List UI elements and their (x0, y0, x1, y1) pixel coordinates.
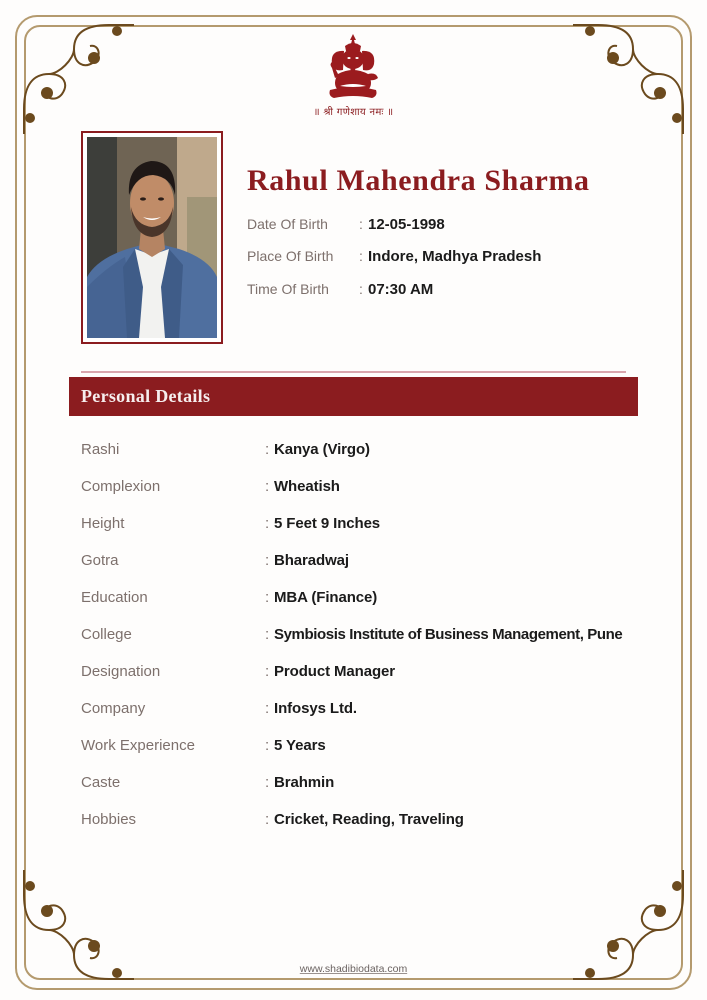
separator-colon: : (265, 515, 270, 532)
ganesha-icon (324, 34, 382, 100)
detail-label: Company (81, 700, 146, 717)
portrait-photo (87, 137, 217, 338)
separator-colon: : (265, 663, 270, 680)
separator-colon: : (359, 216, 363, 232)
separator-colon: : (265, 811, 270, 828)
birth-value: Indore, Madhya Pradesh (368, 247, 542, 265)
birth-label: Date Of Birth (247, 216, 328, 232)
detail-value: Bharadwaj (274, 552, 349, 569)
birth-value: 12-05-1998 (368, 215, 445, 233)
detail-label: Hobbies (81, 811, 137, 828)
detail-label: Height (81, 515, 125, 532)
website-link[interactable]: www.shadibiodata.com (299, 963, 408, 975)
detail-label: Complexion (81, 478, 161, 495)
birth-row-date (247, 214, 445, 234)
birth-row-place (247, 246, 541, 266)
separator-colon: : (265, 774, 270, 791)
separator-colon: : (265, 700, 270, 717)
detail-label: Work Experience (81, 737, 195, 754)
birth-value: 07:30 AM (368, 280, 434, 298)
separator-colon: : (265, 626, 270, 643)
separator-colon: : (265, 737, 270, 754)
footer (0, 963, 707, 975)
separator-colon: : (265, 441, 270, 458)
ganesha-mantra: ॥ श्री गणेशाय नमः ॥ (313, 107, 394, 118)
personal-details-list (81, 431, 641, 838)
separator-colon: : (265, 589, 270, 606)
detail-row-designation (81, 653, 641, 690)
birth-label: Place Of Birth (247, 248, 334, 264)
detail-value: 5 Years (274, 737, 326, 754)
detail-row-college (81, 616, 641, 653)
separator-colon: : (359, 281, 363, 297)
detail-value: Kanya (Virgo) (274, 441, 370, 458)
detail-label: Rashi (81, 441, 120, 458)
birth-row-time (247, 279, 433, 299)
birth-label: Time Of Birth (247, 281, 329, 297)
detail-label: College (81, 626, 132, 643)
section-title: Personal Details (81, 386, 211, 406)
section-header-personal-details (69, 377, 638, 416)
detail-row-caste (81, 764, 641, 801)
detail-value: MBA (Finance) (274, 589, 378, 606)
detail-row-height (81, 505, 641, 542)
detail-row-gotra (81, 542, 641, 579)
candidate-name: Rahul Mahendra Sharma (247, 164, 590, 197)
detail-row-hobbies (81, 801, 641, 838)
detail-label: Gotra (81, 552, 119, 569)
detail-row-complexion (81, 468, 641, 505)
detail-row-company (81, 690, 641, 727)
detail-value: Brahmin (274, 774, 335, 791)
separator-colon: : (265, 552, 270, 569)
detail-row-education (81, 579, 641, 616)
separator-colon: : (265, 478, 270, 495)
detail-row-work-experience (81, 727, 641, 764)
detail-label: Education (81, 589, 148, 606)
detail-label: Caste (81, 774, 121, 791)
detail-value: 5 Feet 9 Inches (274, 515, 381, 532)
detail-value: Product Manager (274, 663, 396, 680)
detail-value: Symbiosis Institute of Business Management, Pune (274, 626, 623, 643)
detail-value: Infosys Ltd. (274, 700, 357, 717)
detail-label: Designation (81, 663, 161, 680)
profile-photo-frame (81, 131, 223, 344)
detail-value: Cricket, Reading, Traveling (274, 811, 464, 828)
detail-value: Wheatish (274, 478, 340, 495)
section-divider (81, 371, 626, 373)
separator-colon: : (359, 248, 363, 264)
detail-row-rashi (81, 431, 641, 468)
